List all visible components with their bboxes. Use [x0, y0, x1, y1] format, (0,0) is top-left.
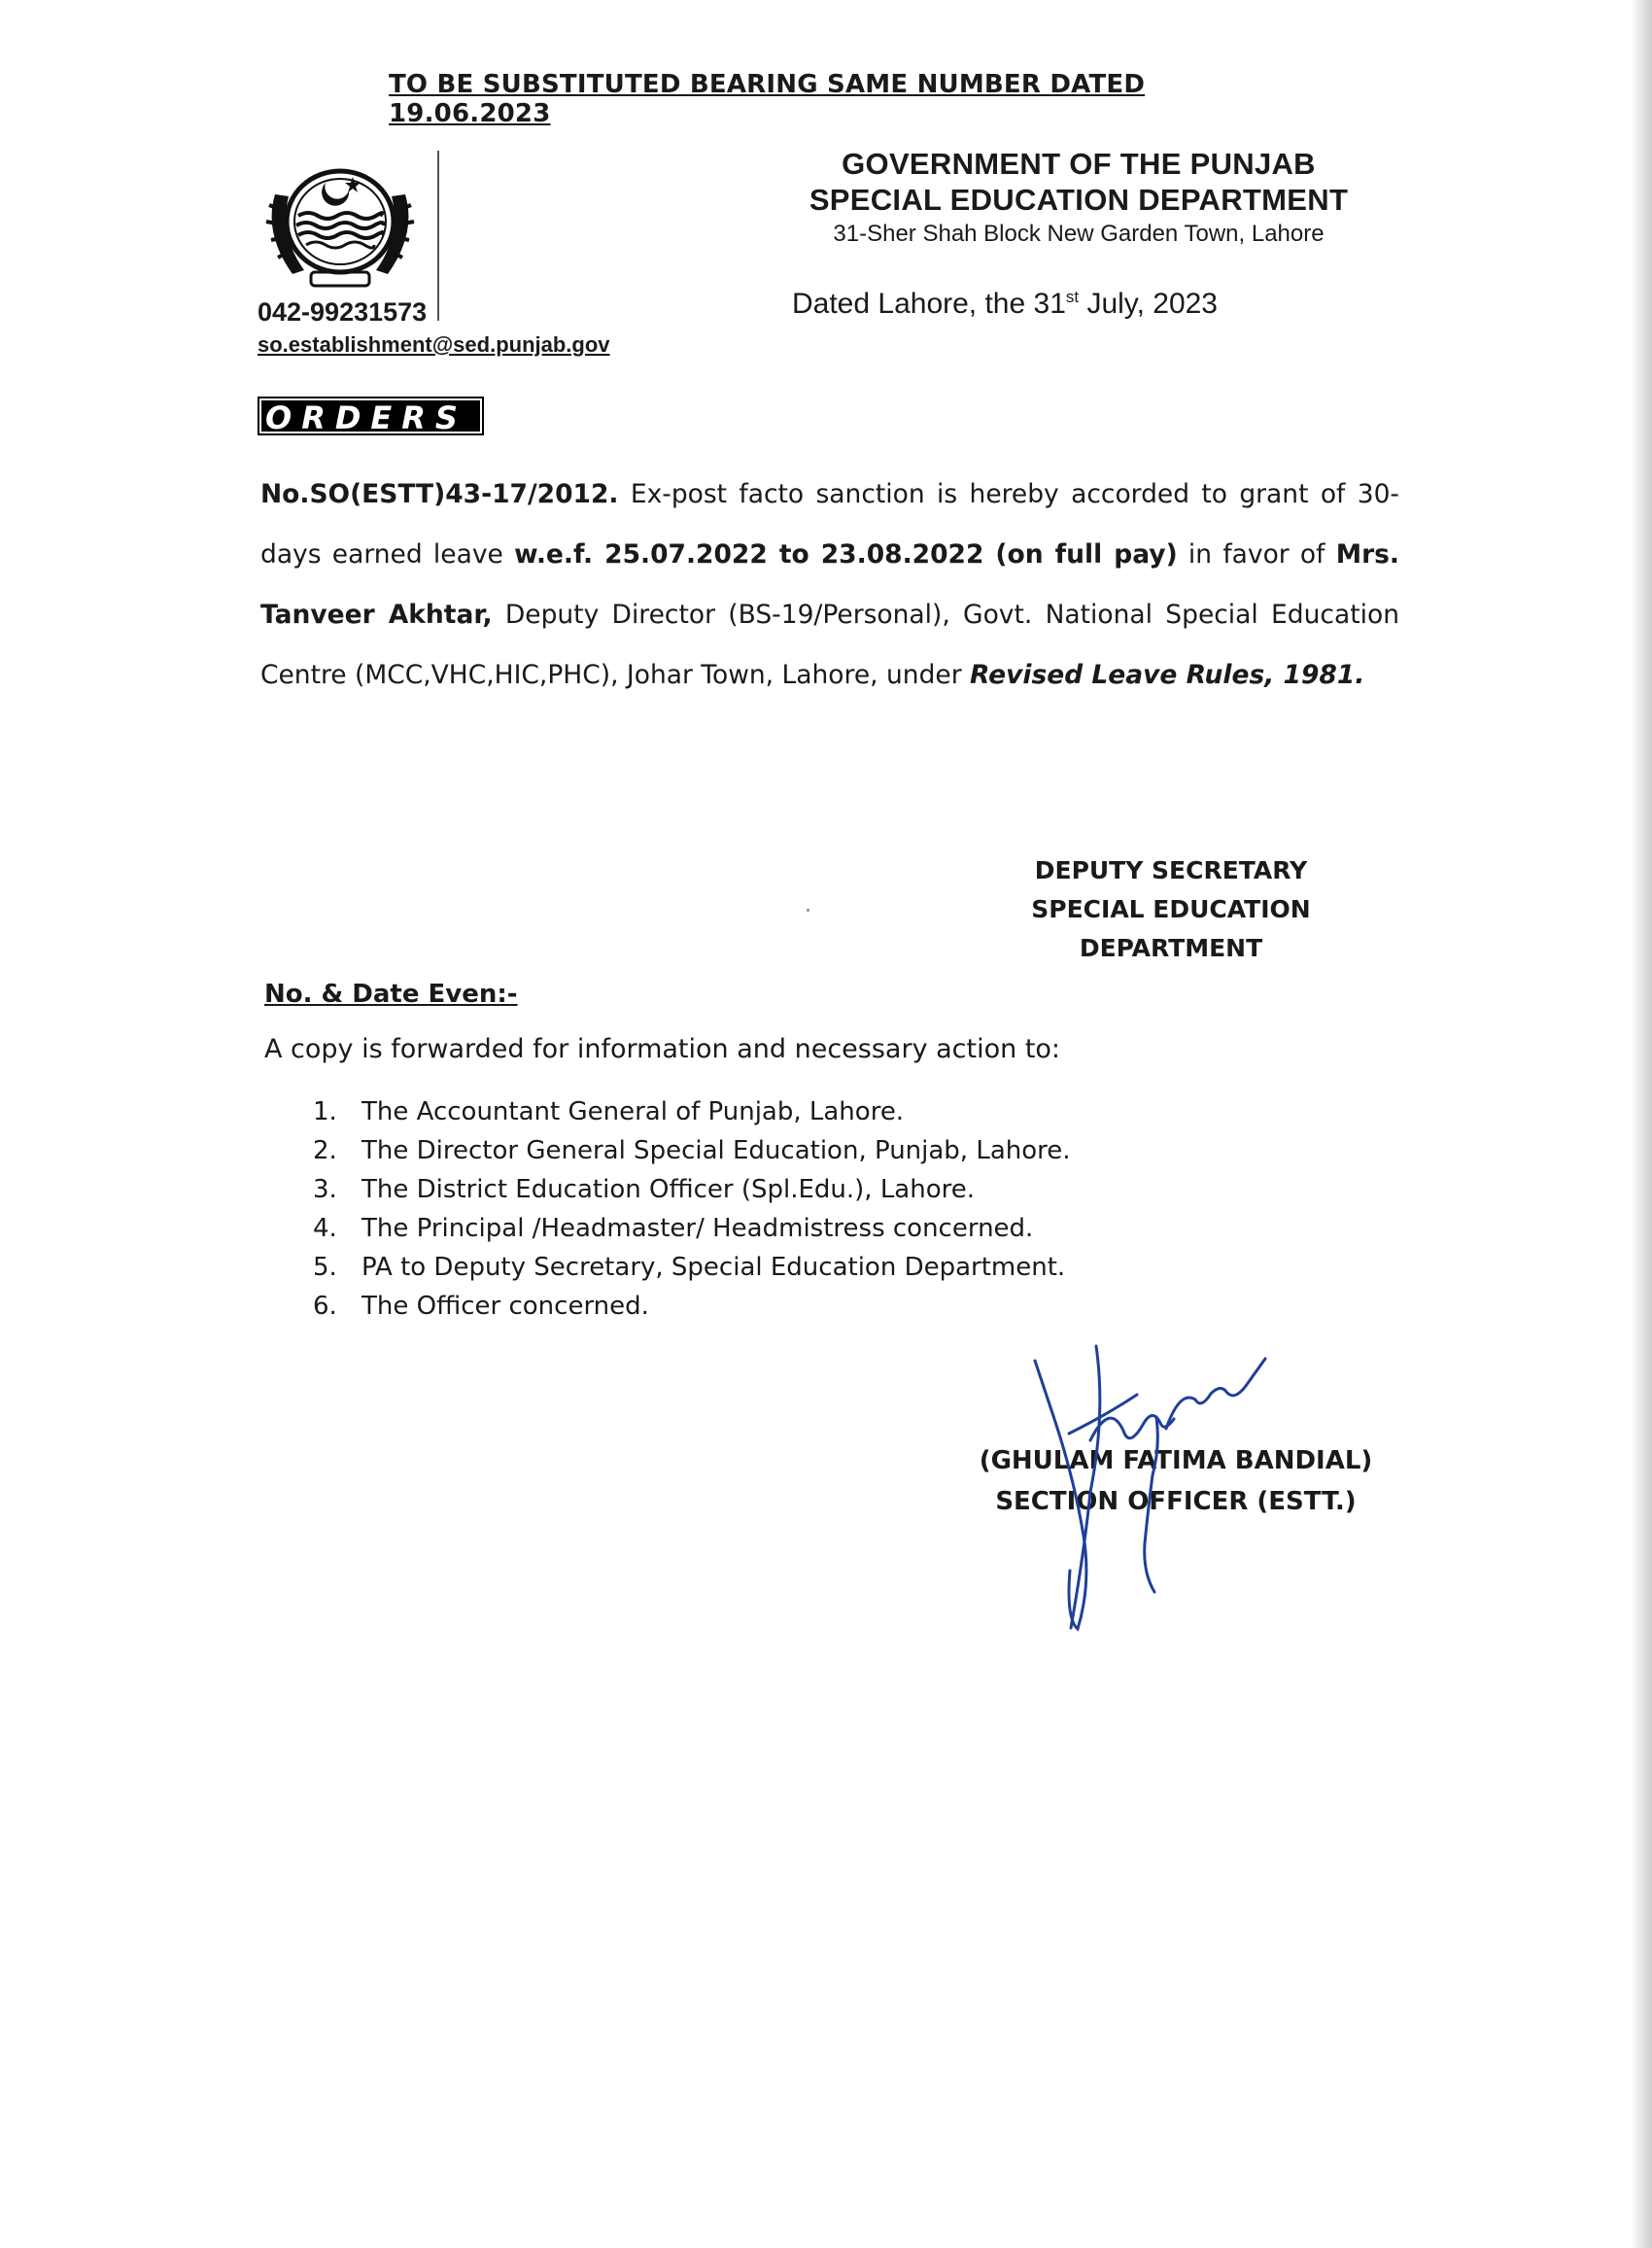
department-title: SPECIAL EDUCATION DEPARTMENT — [809, 183, 1349, 217]
distribution-item-number: 2. — [313, 1136, 337, 1165]
distribution-item — [313, 1131, 1071, 1170]
orders-label: ORDERS — [258, 397, 484, 435]
distribution-item-text: The Director General Special Education, Punjab, Lahore. — [361, 1136, 1071, 1165]
order-text-3: Deputy Director (BS-19/Personal), Govt. National Special Education Centre (MCC,VHC,HIC,PHC), Johar Town, Lahore, under — [260, 600, 1399, 690]
employee-name: Mrs. Tanveer Akhtar, — [260, 539, 1399, 630]
distribution-item-text: PA to Deputy Secretary, Special Education Department. — [361, 1253, 1066, 1282]
distribution-item-text: The Accountant General of Punjab, Lahore. — [361, 1097, 905, 1126]
phone-number: 042-99231573 — [258, 297, 428, 327]
distribution-item-number: 4. — [313, 1214, 337, 1243]
page-edge-shadow — [1631, 0, 1652, 2248]
order-number: No.SO(ESTT)43-17/2012. — [260, 479, 619, 509]
distribution-item-text: The Principal /Headmaster/ Headmistress concerned. — [361, 1214, 1034, 1243]
distribution-item — [313, 1092, 1071, 1131]
government-title: GOVERNMENT OF THE PUNJAB — [842, 147, 1316, 181]
dated-ordinal: st — [1065, 288, 1080, 306]
distribution-item-text: The Officer concerned. — [361, 1292, 649, 1321]
deputy-secretary-block — [991, 851, 1351, 968]
punjab-emblem-icon — [258, 156, 423, 292]
distribution-item-number: 5. — [313, 1253, 337, 1282]
distribution-item-number: 1. — [313, 1097, 337, 1126]
scan-speck — [807, 909, 809, 912]
distribution-item-text: The District Education Officer (Spl.Edu.), Lahore. — [361, 1175, 975, 1204]
order-paragraph — [260, 465, 1399, 706]
distribution-item-number: 6. — [313, 1292, 337, 1321]
signatory-designation: SECTION OFFICER (ESTT.) — [995, 1487, 1357, 1516]
header-divider — [437, 151, 439, 321]
order-text-1: Ex-post facto sanction is hereby accorded to grant of 30-days earned leave — [260, 479, 1399, 570]
leave-rules: Revised Leave Rules, 1981. — [970, 660, 1365, 690]
dated-line — [792, 288, 1218, 321]
no-date-even-label: No. & Date Even:- — [264, 980, 518, 1009]
signatory-name: (GHULAM FATIMA BANDIAL) — [979, 1446, 1373, 1475]
signatory-top-line1: DEPUTY SECRETARY — [1034, 856, 1308, 884]
distribution-item — [313, 1170, 1071, 1209]
government-header — [777, 146, 1380, 251]
distribution-item — [313, 1287, 1071, 1326]
signatory-top-line3: DEPARTMENT — [1079, 934, 1263, 962]
dated-rest: July, 2023 — [1079, 288, 1218, 320]
distribution-item — [313, 1248, 1071, 1287]
leave-period: w.e.f. 25.07.2022 to 23.08.2022 (on full pay) — [514, 539, 1178, 570]
department-address: 31-Sher Shah Block New Garden Town, Lahore — [833, 221, 1325, 247]
order-text-2: in favor of — [1177, 539, 1336, 570]
dated-prefix: Dated Lahore, the 31 — [792, 288, 1066, 320]
distribution-list — [313, 1092, 1071, 1326]
substitute-notice: TO BE SUBSTITUTED BEARING SAME NUMBER DATED 19.06.2023 — [389, 70, 1146, 128]
distribution-item-number: 3. — [313, 1175, 337, 1204]
email-address: so.establishment@sed.punjab.gov — [258, 332, 610, 357]
distribution-item — [313, 1209, 1071, 1248]
signatory-top-line2: SPECIAL EDUCATION — [1031, 895, 1311, 923]
handwritten-signature — [1011, 1341, 1292, 1633]
copy-forwarded-line: A copy is forwarded for information and necessary action to: — [264, 1034, 1061, 1064]
